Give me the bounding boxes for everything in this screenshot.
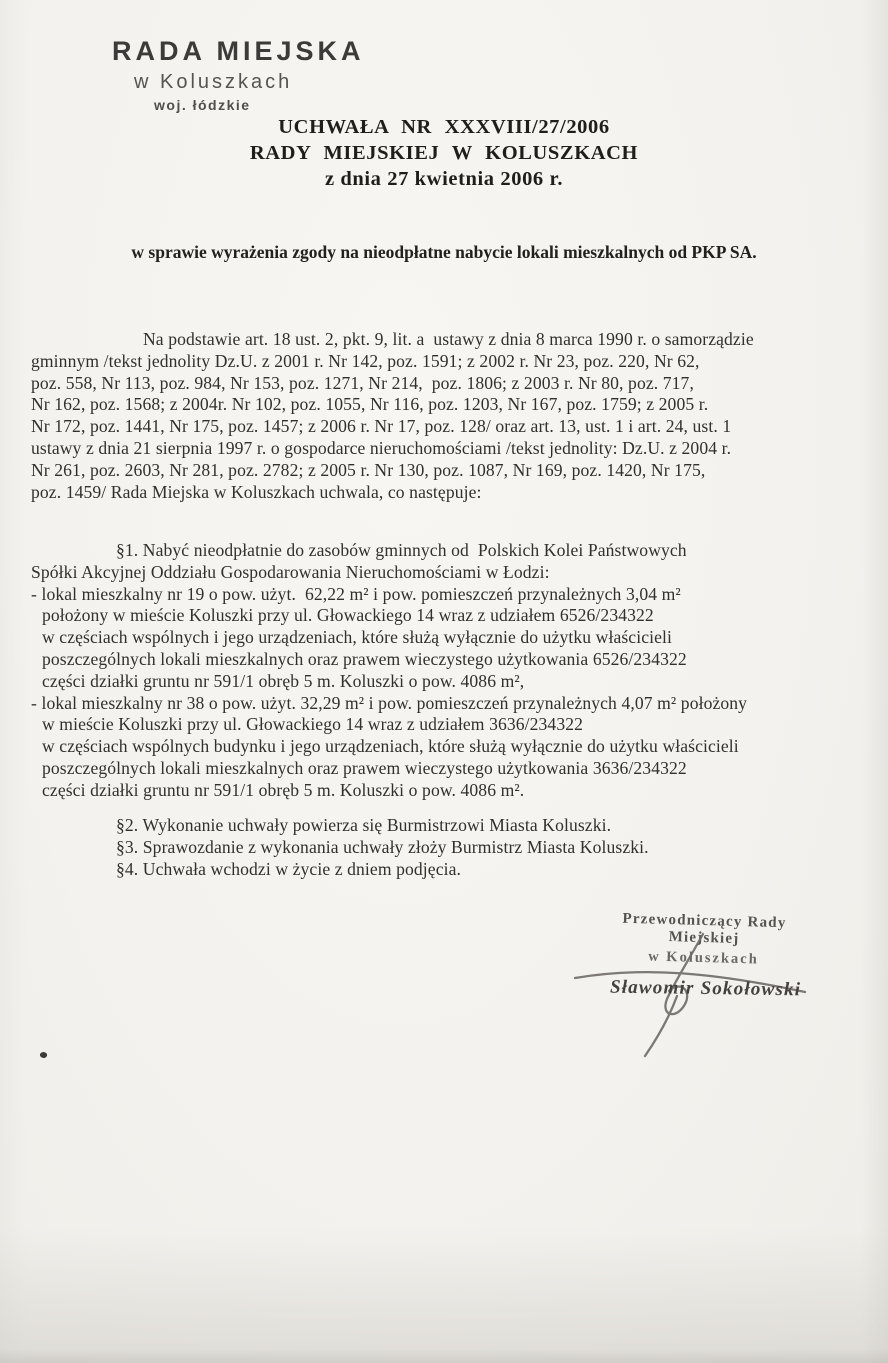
text-line: Na podstawie art. 18 ust. 2, pkt. 9, lit. a ustawy z dnia 8 marca 1990 r. o samorządzie [143,329,754,349]
text-line: - lokal mieszkalny nr 38 o pow. użyt. 32,29 m² i pow. pomieszczeń przynależnych 4,07 m² położony [31,692,748,713]
resolution-issuer: RADY MIEJSKIEJ W KOLUSZKACH [249,142,639,164]
resolution-date: z dnia 27 kwietnia 2006 r. [324,168,564,190]
issuer-stamp-town: w Koluszkach [134,71,293,93]
text-line: - lokal mieszkalny nr 19 o pow. użyt. 62,22 m² i pow. pomieszczeń przynależnych 3,04 m² [31,583,681,604]
text-line: położony w mieście Koluszki przy ul. Głowackiego 14 wraz z udziałem 6526/234322 [42,605,654,626]
text-line: §2. Wykonanie uchwały powierza się Burmistrzowi Miasta Koluszki. [116,815,612,835]
chairman-name-stamp: Sławomir Sokołowski [609,976,802,1001]
text-line: §4. Uchwała wchodzi w życie z dniem podjęcia. [116,858,462,879]
text-line: Nr 261, poz. 2603, Nr 281, poz. 2782; z 2005 r. Nr 130, poz. 1087, Nr 169, poz. 1420, Nr 175, [31,459,706,480]
text-line: poszczególnych lokali mieszkalnych oraz prawem wieczystego użytkowania 3636/234322 [42,757,687,778]
chairman-title-line: Przewodniczący Rady Miejskiej [622,910,787,947]
text-line: §1. Nabyć nieodpłatnie do zasobów gminnych od Polskich Kolei Państwowych [116,540,687,560]
text-line: gminnym /tekst jednolity Dz.U. z 2001 r. Nr 142, poz. 1591; z 2002 r. Nr 23, poz. 220, Nr 62, [31,350,700,371]
text-line: w częściach wspólnych i jego urządzeniach, które służą wyłącznie do użytku właścicieli [42,627,672,648]
chairman-town-line: w Koluszkach [647,948,760,968]
text-line: części działki gruntu nr 591/1 obręb 5 m. Koluszki o pow. 4086 m², [42,670,525,691]
text-line: poz. 1459/ Rada Miejska w Koluszkach uchwala, co następuje: [31,481,482,502]
legal-basis-paragraph [31,329,754,503]
text-line: §3. Sprawozdanie z wykonania uchwały złoży Burmistrz Miasta Koluszki. [116,836,649,857]
issuer-stamp [112,36,365,113]
resolution-number: UCHWAŁA NR XXXVIII/27/2006 [278,116,610,138]
text-line: poszczególnych lokali mieszkalnych oraz prawem wieczystego użytkowania 6526/234322 [42,648,687,669]
text-line: Nr 162, poz. 1568; z 2004r. Nr 102, poz. 1055, Nr 116, poz. 1203, Nr 167, poz. 1759; z 2005 r. [31,394,709,415]
resolution-title [0,114,888,192]
paragraph-1 [31,540,747,802]
paragraphs-2-4 [31,815,649,880]
ink-speck [39,1051,48,1059]
text-line: w mieście Koluszki przy ul. Głowackiego 14 wraz z udziałem 3636/234322 [42,714,584,735]
issuer-stamp-voivodeship: woj. łódzkie [154,97,251,113]
resolution-subject: w sprawie wyrażenia zgody na nieodpłatne nabycie lokali mieszkalnych od PKP SA. [131,242,757,262]
text-line: Spółki Akcyjnej Oddziału Gospodarowania Nieruchomościami w Łodzi: [31,561,550,582]
text-line: Nr 172, poz. 1441, Nr 175, poz. 1457; z 2006 r. Nr 17, poz. 128/ oraz art. 13, ust. 1 i art. 24, ust. 1 [31,416,732,437]
text-line: ustawy z dnia 21 sierpnia 1997 r. o gospodarce nieruchomościami /tekst jednolity: Dz.U. z 2004 r. [31,437,732,458]
text-line: w częściach wspólnych budynku i jego urządzeniach, które służą wyłącznie do użytku właścicieli [42,736,739,757]
text-line: części działki gruntu nr 591/1 obręb 5 m. Koluszki o pow. 4086 m². [42,779,525,800]
issuer-stamp-name: RADA MIEJSKA [112,36,365,66]
text-line: poz. 558, Nr 113, poz. 984, Nr 153, poz. 1271, Nr 214, poz. 1806; z 2003 r. Nr 80, poz. 717, [31,372,694,393]
